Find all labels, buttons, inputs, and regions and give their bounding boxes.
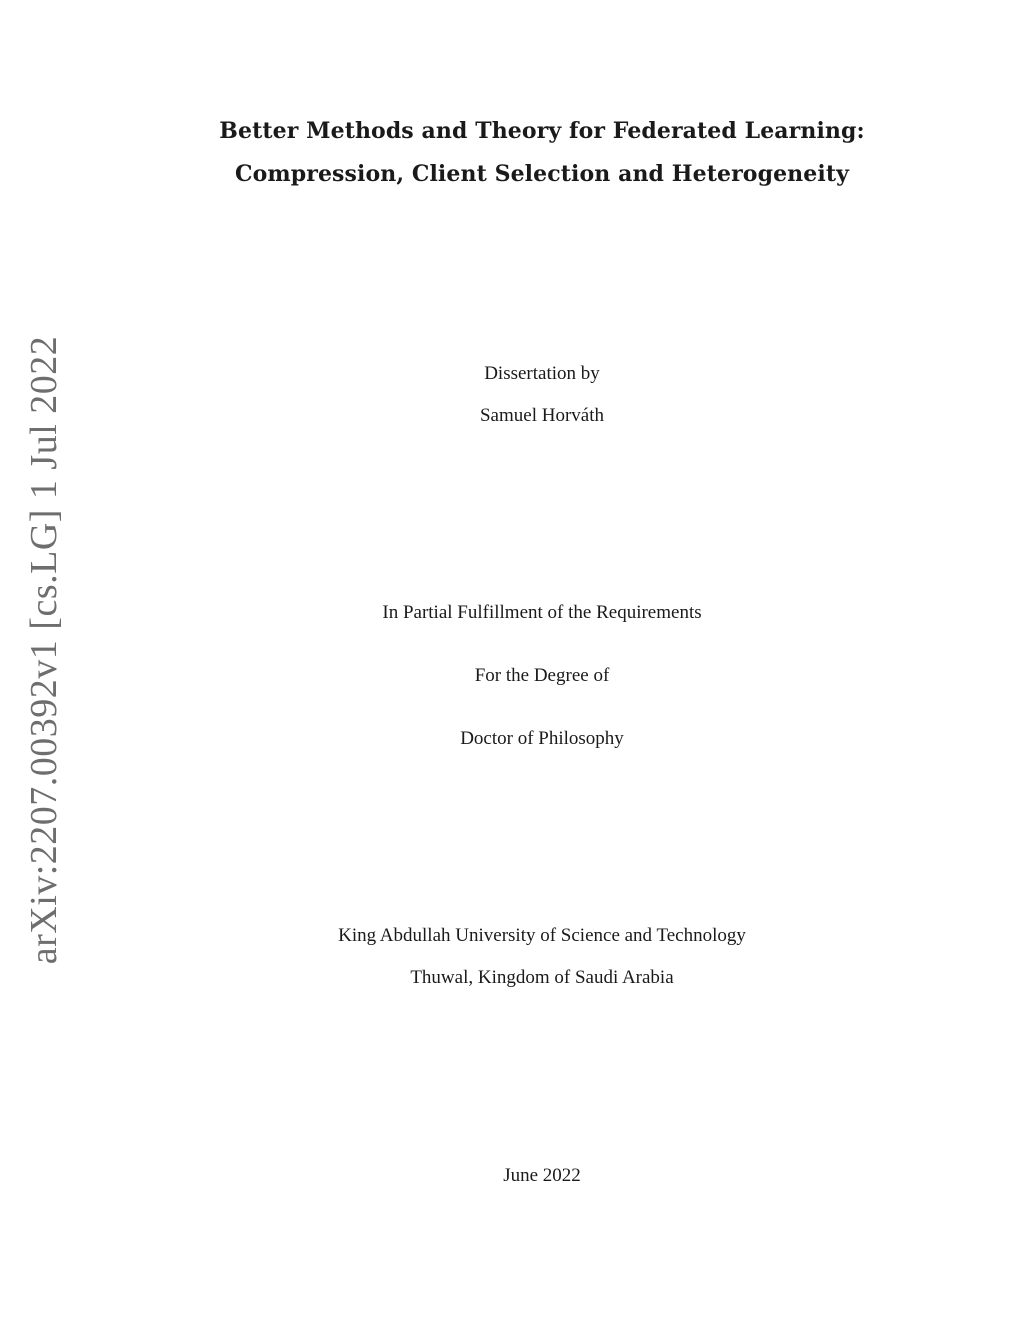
institution-location: Thuwal, Kingdom of Saudi Arabia: [410, 967, 674, 988]
title-line-1: Better Methods and Theory for Federated Learning:: [219, 118, 865, 144]
degree-line: For the Degree of: [474, 665, 610, 686]
title-line-2: Compression, Client Selection and Heterogeneity: [235, 161, 849, 187]
requirements-line: In Partial Fulfillment of the Requirements: [382, 602, 702, 623]
arxiv-identifier[interactable]: arXiv:2207.00392v1 [cs.LG] 1 Jul 2022: [23, 335, 65, 965]
degree-name: Doctor of Philosophy: [460, 728, 624, 749]
submission-date: June 2022: [503, 1165, 581, 1186]
dissertation-by: Dissertation by: [484, 363, 600, 384]
institution-name: King Abdullah University of Science and Technology: [338, 925, 746, 946]
author-name: Samuel Horváth: [479, 405, 604, 426]
